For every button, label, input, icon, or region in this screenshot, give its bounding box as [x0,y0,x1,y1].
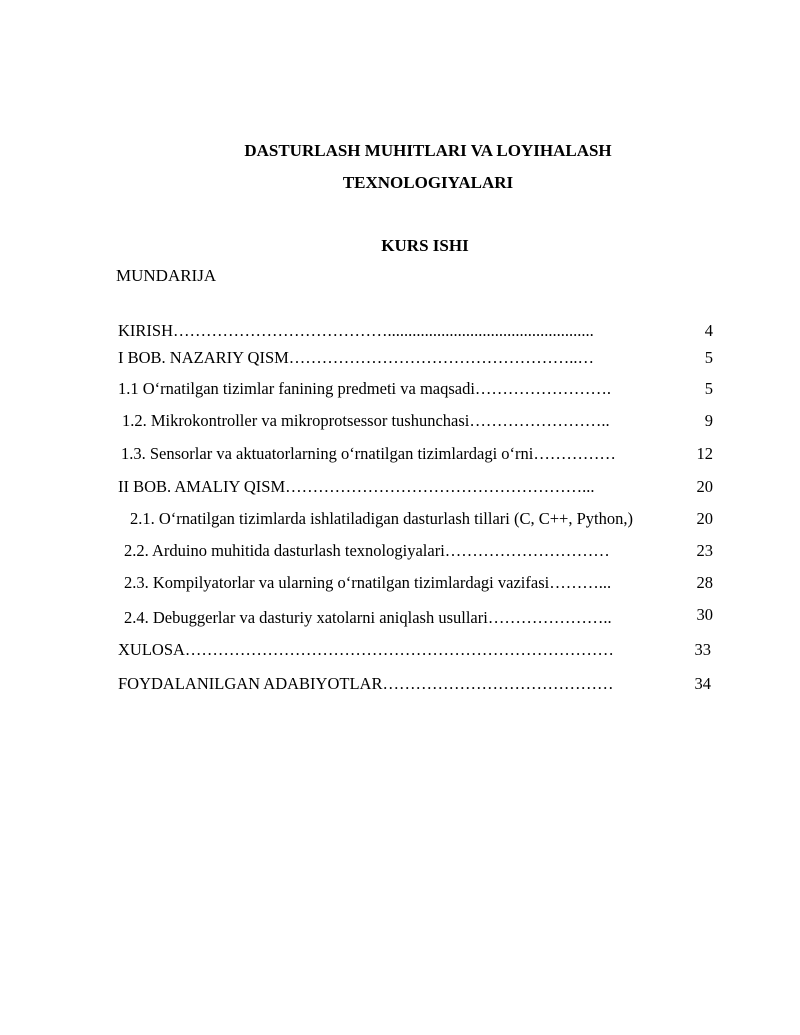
document-subtitle: KURS ISHI [381,236,469,255]
toc-entry-text: KIRISH………………………………….................................................. [118,321,594,340]
toc-entry-text: 2.1. O‘rnatilgan tizimlarda ishlatiladigan dasturlash tillari (C, C++, Python,) [130,509,633,528]
toc-entry-page: 12 [696,444,713,463]
toc-entry-page: 4 [704,321,713,340]
toc-entry-text: XULOSA…………………………………………………………………… [118,640,614,659]
toc-entry-text: 2.4. Debuggerlar va dasturiy xatolarni aniqlash usullari………………….. [124,608,612,627]
document-title-line1: DASTURLASH MUHITLARI VA LOYIHALASH [244,141,612,160]
document-title-line2: TEXNOLOGIYALARI [342,173,514,192]
toc-entry-text: FOYDALANILGAN ADABIYOTLAR…………………………………… [118,674,614,693]
toc-entry-page: 23 [696,541,713,560]
toc-entry-page: 20 [696,509,713,528]
toc-entry-text: 1.2. Mikrokontroller va mikroprotsessor tushunchasi…………………….. [122,411,610,430]
toc-entry-page: 5 [704,379,713,398]
toc-entry-page: 28 [696,573,713,592]
toc-entry-page: 33 [694,640,711,659]
toc-entry-page: 20 [696,477,713,496]
toc-entry-page: 5 [704,348,713,367]
toc-entry-page: 30 [696,605,713,624]
toc-entry-text: 1.3. Sensorlar va aktuatorlarning o‘rnatilgan tizimlardagi o‘rni…………… [121,444,616,463]
toc-entry-text: II BOB. AMALIY QISM………………………………………………... [118,477,595,496]
toc-entry-text: 2.3. Kompilyatorlar va ularning o‘rnatilgan tizimlardagi vazifasi………... [124,573,612,592]
toc-entry-page: 9 [704,411,713,430]
toc-entry-text: 2.2. Arduino muhitida dasturlash texnologiyalari………………………… [124,541,610,560]
toc-heading: MUNDARIJA [116,266,217,285]
toc-entry-page: 34 [694,674,711,693]
toc-entry-text: I BOB. NAZARIY QISM……………………………………………..… [118,348,595,367]
toc-entry-text: 1.1 O‘rnatilgan tizimlar fanining predmeti va maqsadi……………………. [118,379,612,398]
